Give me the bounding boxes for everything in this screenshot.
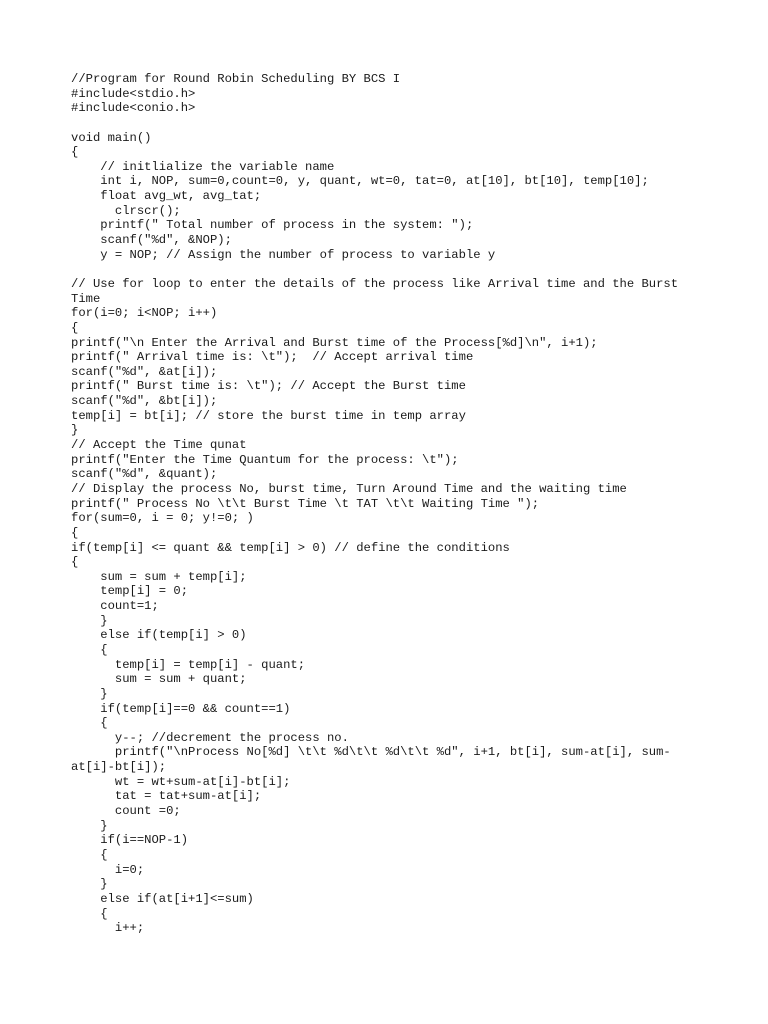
code-line: printf(" Total number of process in the system: "); [71,218,474,233]
code-line: { [71,525,79,540]
code-line: temp[i] = temp[i] - quant; [71,657,306,672]
code-line: else if(temp[i] > 0) [71,628,247,643]
code-line: clrscr(); [71,203,181,218]
code-line: if(i==NOP-1) [71,833,189,848]
code-line: { [71,906,108,921]
code-line: sum = sum + quant; [71,672,247,687]
code-line: printf("\n Enter the Arrival and Burst time of the Process[%d]\n", i+1); [71,335,598,350]
code-listing [71,72,711,936]
code-line: { [71,145,79,160]
code-line: printf(" Arrival time is: \t"); // Accept arrival time [71,350,474,365]
code-line: printf(" Process No \t\t Burst Time \t TAT \t\t Waiting Time "); [71,496,540,511]
code-line: i++; [71,921,145,936]
code-line: scanf("%d", &NOP); [71,233,232,248]
code-line: printf("Enter the Time Quantum for the process: \t"); [71,452,459,467]
code-line: Time [71,291,101,306]
code-line: // initlialize the variable name [71,159,335,174]
code-line: if(temp[i] <= quant && temp[i] > 0) // define the conditions [71,540,510,555]
code-line: float avg_wt, avg_tat; [71,189,262,204]
code-line: for(i=0; i<NOP; i++) [71,306,218,321]
code-line: scanf("%d", &quant); [71,467,218,482]
code-line: #include<stdio.h> [71,86,196,101]
code-line: else if(at[i+1]<=sum) [71,891,254,906]
code-line: { [71,716,108,731]
code-line: count =0; [71,804,181,819]
code-line: temp[i] = 0; [71,584,189,599]
code-line: } [71,877,108,892]
code-line: y = NOP; // Assign the number of process to variable y [71,247,496,262]
code-line: { [71,320,79,335]
code-line: i=0; [71,862,145,877]
code-line: #include<conio.h> [71,101,196,116]
code-line: { [71,555,79,570]
code-line: { [71,642,108,657]
code-line: scanf("%d", &at[i]); [71,364,218,379]
code-line: } [71,423,79,438]
code-line: sum = sum + temp[i]; [71,569,247,584]
code-line: // Use for loop to enter the details of the process like Arrival time and the Burst [71,276,679,291]
code-line: if(temp[i]==0 && count==1) [71,701,291,716]
code-line: // Display the process No, burst time, Turn Around Time and the waiting time [71,481,627,496]
code-line: } [71,613,108,628]
code-line: temp[i] = bt[i]; // store the burst time in temp array [71,408,466,423]
code-line: for(sum=0, i = 0; y!=0; ) [71,511,254,526]
code-line: int i, NOP, sum=0,count=0, y, quant, wt=0, tat=0, at[10], bt[10], temp[10]; [71,174,649,189]
code-line: printf(" Burst time is: \t"); // Accept the Burst time [71,379,466,394]
code-line [71,116,711,131]
code-line: //Program for Round Robin Scheduling BY BCS I [71,72,401,86]
code-line: } [71,686,108,701]
code-line [71,262,711,277]
code-line: count=1; [71,599,159,614]
code-line: printf("\nProcess No[%d] \t\t %d\t\t %d\t\t %d", i+1, bt[i], sum-at[i], sum- [71,745,671,760]
code-line: scanf("%d", &bt[i]); [71,394,218,409]
code-line: { [71,847,108,862]
code-line: void main() [71,130,152,145]
code-line: tat = tat+sum-at[i]; [71,789,262,804]
code-line: // Accept the Time qunat [71,438,247,453]
code-line: } [71,818,108,833]
code-line: at[i]-bt[i]); [71,760,167,775]
code-line: wt = wt+sum-at[i]-bt[i]; [71,774,291,789]
code-line: y--; //decrement the process no. [71,730,349,745]
